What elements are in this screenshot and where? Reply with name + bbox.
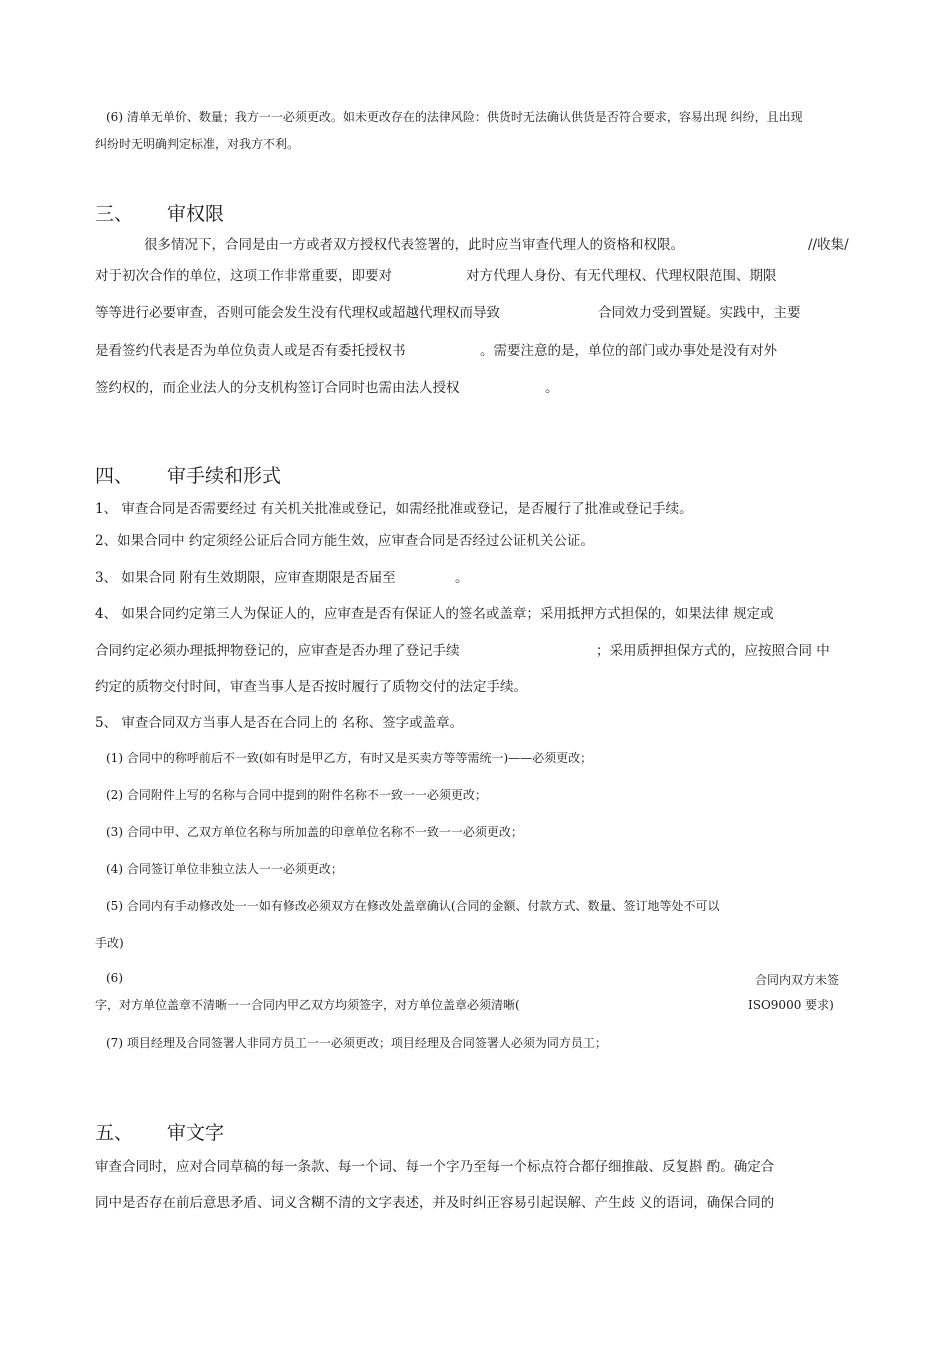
paragraph-line: 等等进行必要审查，否则可能会发生没有代理权或超越代理权而导致	[95, 305, 500, 321]
paragraph-line: 。需要注意的是，单位的部门或办事处是没有对外	[480, 343, 777, 359]
section-title: 审文字	[167, 1122, 225, 1144]
paragraph-line: 审查合同时，应对合同草稿的每一条款、每一个词、每一个字乃至每一个标点符合都仔细推敲、反复斟 酌。确定合	[95, 1159, 775, 1175]
section-title: 审权限	[167, 203, 225, 225]
list-item: 4、 如果合同约定第三人为保证人的，应审查是否有保证人的签名或盖章；采用抵押方式担保的，如果法律 规定或	[95, 606, 774, 622]
section-number: 五、	[95, 1122, 134, 1144]
paragraph-line: 。	[545, 380, 559, 396]
list-item: 约定的质物交付时间，审查当事人是否按时履行了质物交付的法定手续。	[95, 679, 527, 695]
sub-item: (5) 合同内有手动修改处一一如有修改必须双方在修改处盖章确认(合同的金额、付款方式、数量、签订地等处不可以	[106, 899, 720, 913]
paragraph-line: //收集/	[808, 237, 849, 253]
list-item: 1、 审查合同是否需要经过 有关机关批准或登记，如需经批准或登记，是否履行了批准或登记手续。	[95, 501, 693, 517]
paragraph-line: (6) 清单无单价、数量；我方一一必须更改。如未更改存在的法律风险：供货时无法确认供货是否符合要求，容易出现 纠纷，且出现	[106, 110, 803, 124]
section-title: 审手续和形式	[167, 465, 282, 487]
sub-item: (4) 合同签订单位非独立法人一一必须更改；	[106, 862, 343, 876]
sub-item: ISO9000 要求)	[748, 998, 834, 1012]
sub-item: 合同内双方未签	[755, 973, 840, 987]
paragraph-line: 对方代理人身份、有无代理权、代理权限范围、期限	[466, 268, 777, 284]
paragraph-line: 对于初次合作的单位，这项工作非常重要，即要对	[95, 268, 392, 284]
section-number: 三、	[95, 203, 134, 225]
sub-item: (6)	[106, 971, 123, 985]
list-item: 合同约定必须办理抵押物登记的，应审查是否办理了登记手续	[95, 643, 460, 659]
paragraph-line: 纠纷时无明确判定标准，对我方不利。	[95, 137, 300, 151]
paragraph-line: 很多情况下，合同是由一方或者双方授权代表签署的，此时应当审查代理人的资格和权限。	[144, 237, 684, 253]
list-item: 2、如果合同中 约定须经公证后合同方能生效，应审查合同是否经过公证机关公证。	[95, 533, 594, 549]
sub-item: (3) 合同中甲、乙双方单位名称与所加盖的印章单位名称不一致一一必须更改；	[106, 825, 523, 839]
sub-item: (1) 合同中的称呼前后不一致(如有时是甲乙方，有时又是买卖方等等需统一)——必须更改；	[106, 751, 593, 765]
section-number: 四、	[95, 465, 134, 487]
list-item: 3、 如果合同 附有生效期限，应审查期限是否届至	[95, 570, 396, 586]
sub-item: 字，对方单位盖章不清晰一一合同内甲乙双方均须签字，对方单位盖章必须清晰(	[95, 998, 520, 1012]
sub-item: 手改)	[95, 936, 124, 950]
list-item: 5、 审查合同双方当事人是否在合同上的 名称、签字或盖章。	[95, 715, 464, 731]
list-item: ；采用质押担保方式的，应按照合同 中	[596, 643, 830, 659]
paragraph-line: 是看签约代表是否为单位负责人或是否有委托授权书	[95, 343, 406, 359]
list-item: 。	[455, 570, 469, 586]
sub-item: (7) 项目经理及合同签署人非同方员工一一必须更改；项目经理及合同签署人必须为同方员工；	[106, 1036, 607, 1050]
paragraph-line: 合同效力受到置疑。实践中，主要	[598, 305, 801, 321]
sub-item: (2) 合同附件上写的名称与合同中提到的附件名称不一致一一必须更改；	[106, 788, 487, 802]
paragraph-line: 同中是否存在前后意思矛盾、词义含糊不清的文字表述，并及时纠正容易引起误解、产生歧 义的语词，确保合同的	[95, 1195, 775, 1211]
paragraph-line: 签约权的，而企业法人的分支机构签订合同时也需由法人授权	[95, 380, 460, 396]
